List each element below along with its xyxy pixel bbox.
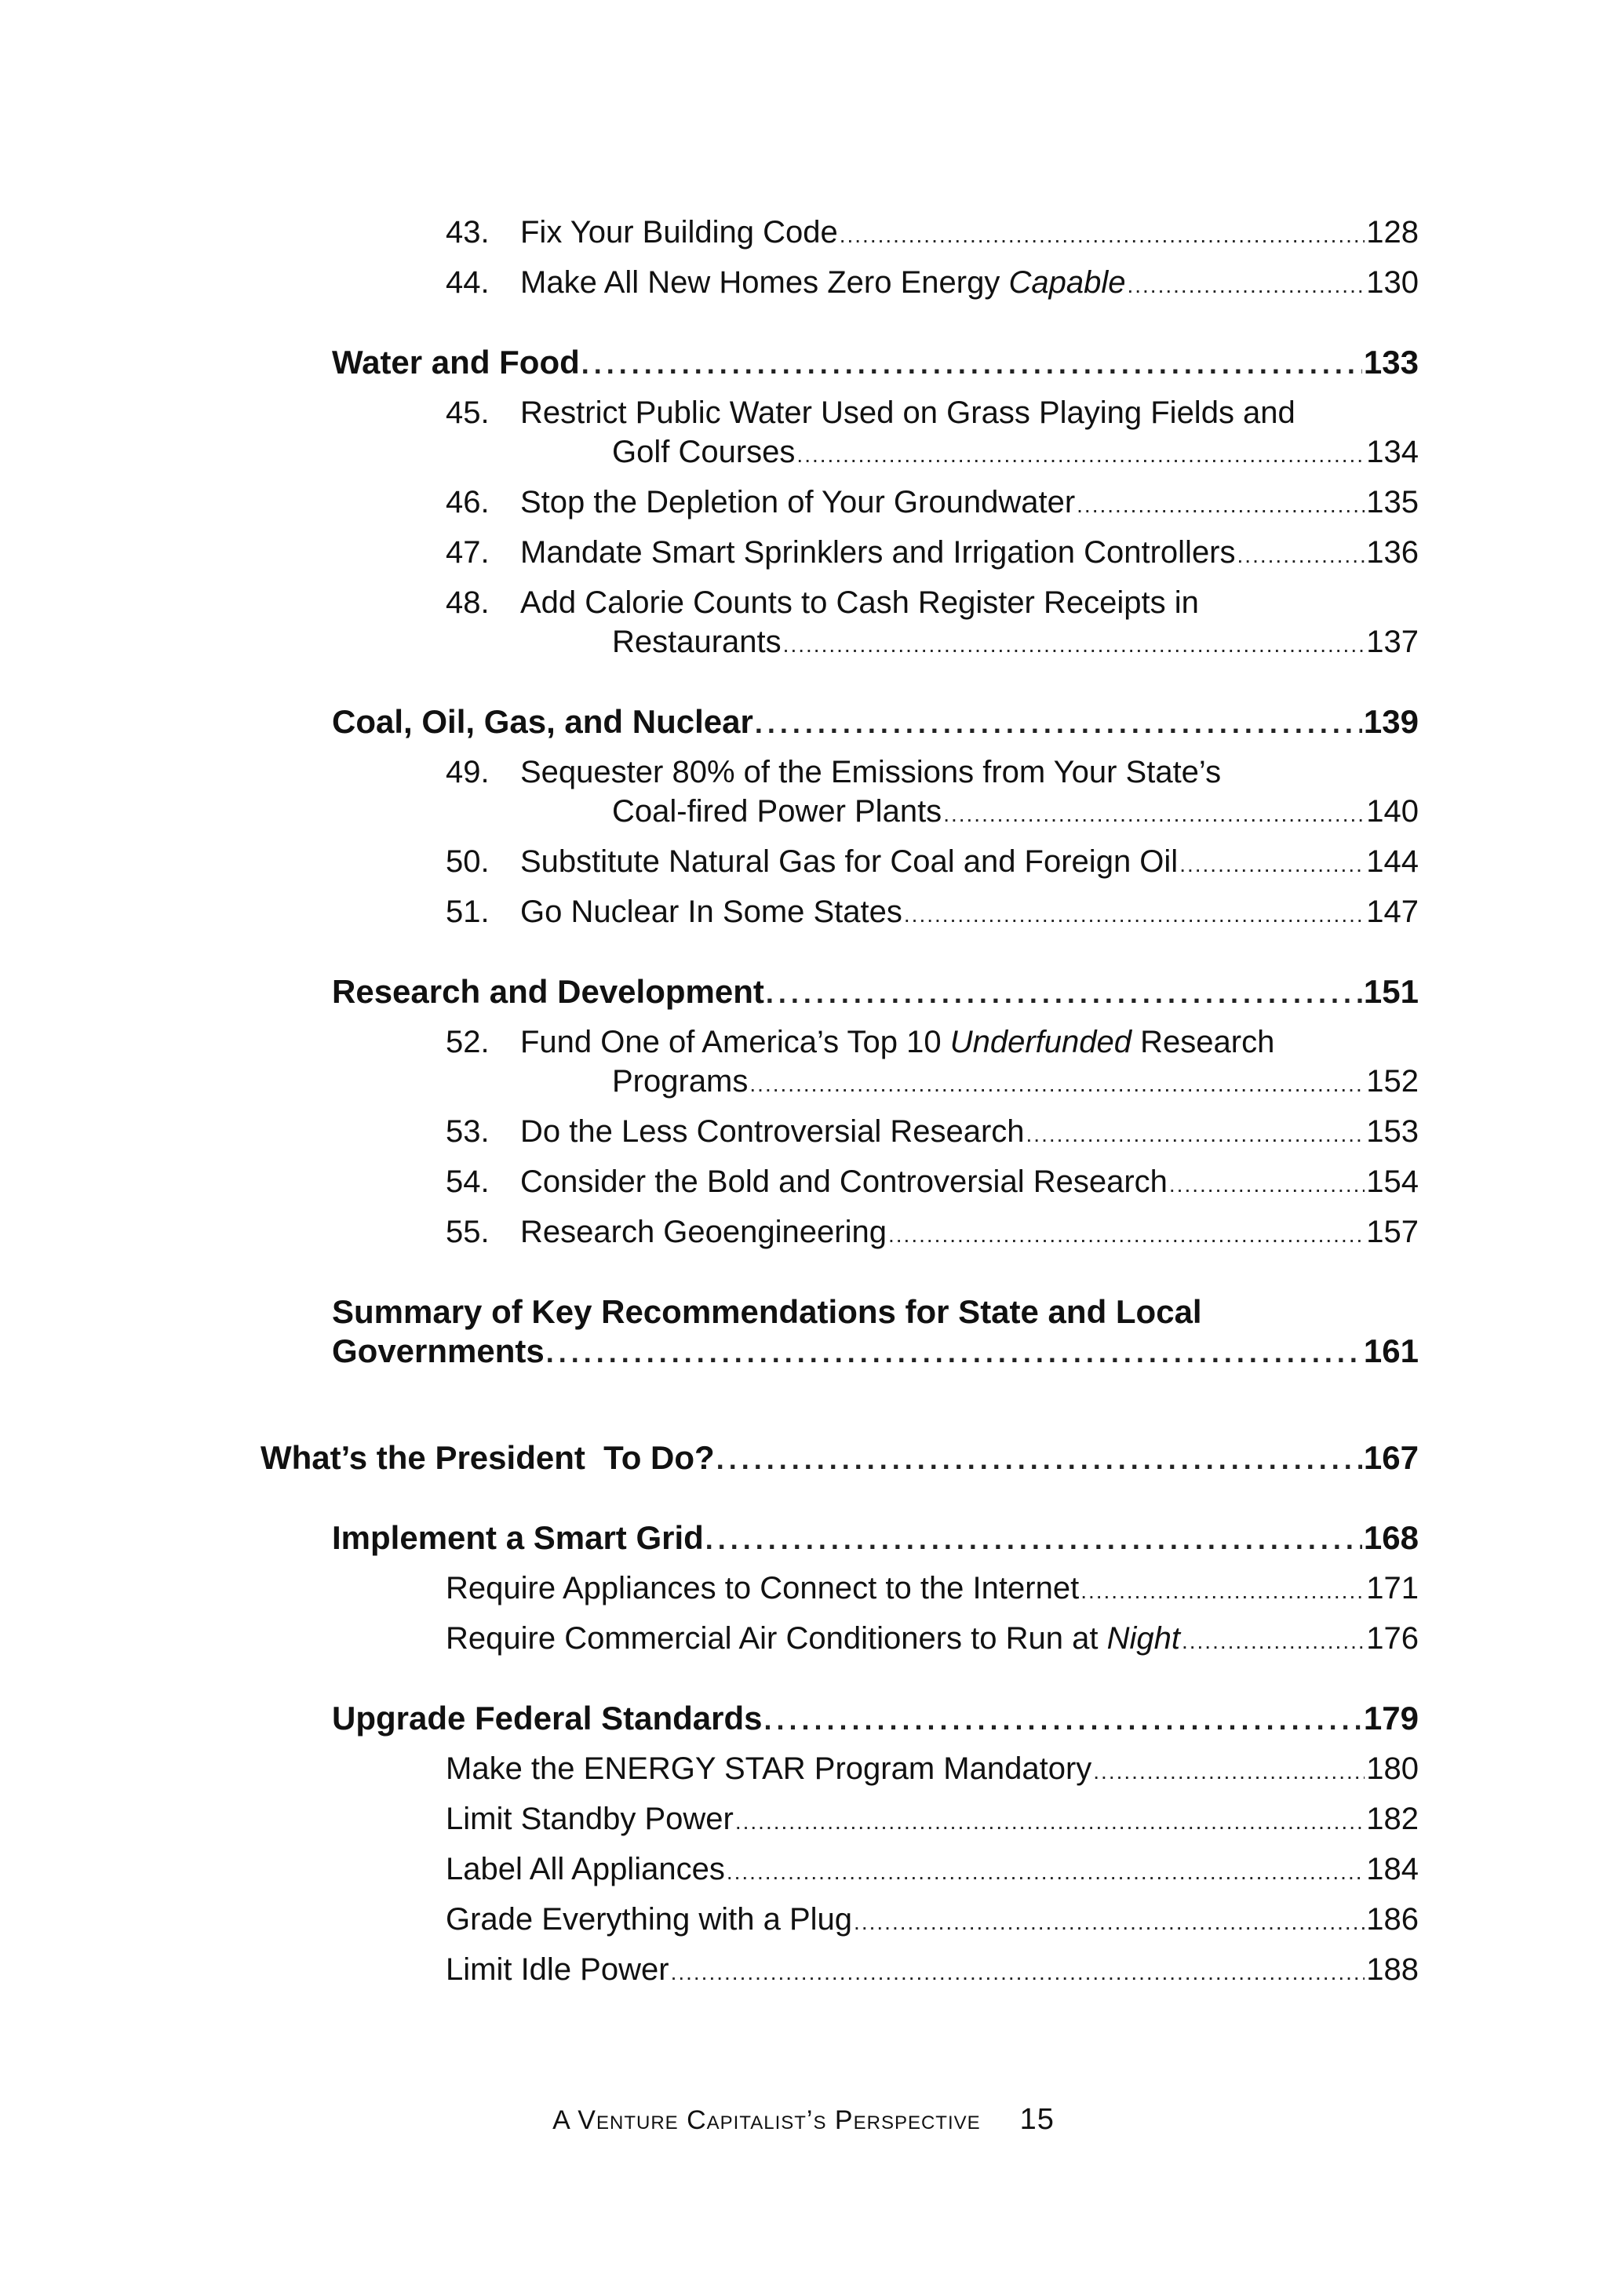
part-title: What’s the President To Do? (261, 1439, 715, 1476)
section-page: 168 (1363, 1519, 1419, 1556)
toc-entry-first-line[interactable] (446, 584, 1199, 621)
entry-page: 176 (1366, 1621, 1419, 1656)
entry-title: Limit Standby Power (446, 1802, 734, 1836)
entry-title: Mandate Smart Sprinklers and Irrigation Controllers (520, 535, 1236, 570)
toc-entry[interactable] (446, 1213, 1419, 1251)
entry-page: 128 (1366, 215, 1419, 250)
entry-title: Limit Idle Power (446, 1952, 669, 1987)
toc-entry[interactable] (446, 213, 1419, 251)
entry-number: 47. (446, 535, 490, 570)
entry-title: Research Geoengineering (520, 1215, 887, 1249)
toc-section[interactable] (332, 703, 1419, 741)
part-page: 167 (1363, 1439, 1419, 1476)
dot-leader (755, 705, 1362, 742)
entry-number: 51. (446, 895, 490, 929)
entry-number: 53. (446, 1114, 490, 1149)
entry-number: 54. (446, 1164, 490, 1199)
entry-number: 52. (446, 1025, 490, 1059)
page-footer (0, 2103, 1607, 2137)
entry-page: 140 (1366, 794, 1419, 829)
toc-entry[interactable] (446, 1901, 1419, 1938)
entry-page: 182 (1366, 1802, 1419, 1836)
toc-entry[interactable] (446, 264, 1419, 301)
section-page: 139 (1363, 703, 1419, 740)
dot-leader (1237, 537, 1365, 574)
entry-title-continued: Golf Courses (612, 435, 796, 469)
toc-entry-continuation[interactable] (612, 433, 1419, 471)
entry-title: Require Appliances to Connect to the Internet (446, 1571, 1080, 1605)
toc-entry-continuation[interactable] (612, 1062, 1419, 1100)
entry-page: 136 (1366, 535, 1419, 570)
dot-leader (749, 1066, 1365, 1103)
toc-section[interactable] (332, 973, 1419, 1011)
entry-page: 188 (1366, 1952, 1419, 1987)
entry-page: 147 (1366, 895, 1419, 929)
entry-title: Stop the Depletion of Your Groundwater (520, 485, 1076, 519)
page-number: 15 (1019, 2103, 1055, 2136)
entry-title: Grade Everything with a Plug (446, 1902, 853, 1937)
toc-entry[interactable] (446, 1800, 1419, 1838)
entry-title: Go Nuclear In Some States (520, 895, 902, 929)
toc-entry[interactable] (446, 1951, 1419, 1988)
toc-part[interactable] (261, 1439, 1419, 1477)
entry-title: Substitute Natural Gas for Coal and Foreign Oil (520, 844, 1179, 879)
entry-page: 157 (1366, 1215, 1419, 1249)
entry-title-continued: Programs (612, 1064, 749, 1099)
dot-leader (763, 1701, 1361, 1739)
toc-entry[interactable] (446, 534, 1419, 571)
entry-number: 50. (446, 844, 490, 879)
toc-section[interactable] (332, 1700, 1419, 1737)
entry-page: 186 (1366, 1902, 1419, 1937)
dot-leader (1077, 487, 1365, 524)
toc-entry[interactable] (446, 1850, 1419, 1888)
dot-leader (735, 1803, 1365, 1841)
entry-page: 154 (1366, 1164, 1419, 1199)
dot-leader (796, 436, 1365, 474)
entry-title: Sequester 80% of the Emissions from Your State’s (520, 755, 1222, 789)
toc-entry-continuation[interactable] (612, 793, 1419, 830)
toc-entry[interactable] (446, 1620, 1419, 1657)
dot-leader (1127, 267, 1365, 304)
entry-number: 43. (446, 215, 490, 250)
entry-page: 130 (1366, 265, 1419, 300)
entry-title-continued: Restaurants (612, 625, 782, 659)
entry-number: 46. (446, 485, 490, 519)
entry-title: Restrict Public Water Used on Grass Playing Fields and (520, 395, 1295, 430)
entry-page: 153 (1366, 1114, 1419, 1149)
dot-leader (727, 1853, 1365, 1891)
entry-title: Fund One of America’s Top 10 Underfunded Research (520, 1025, 1275, 1059)
dot-leader (716, 1441, 1362, 1478)
dot-leader (1182, 1623, 1365, 1660)
entry-page: 171 (1366, 1571, 1419, 1605)
dot-leader (1093, 1753, 1365, 1791)
entry-title: Fix Your Building Code (520, 215, 838, 250)
dot-leader (888, 1216, 1365, 1254)
section-title: Coal, Oil, Gas, and Nuclear (332, 703, 753, 740)
section-page: 161 (1363, 1332, 1419, 1369)
toc-entry[interactable] (446, 893, 1419, 931)
entry-number: 45. (446, 395, 490, 430)
dot-leader (904, 896, 1365, 934)
entry-page: 144 (1366, 844, 1419, 879)
section-title: Upgrade Federal Standards (332, 1700, 763, 1737)
toc-entry[interactable] (446, 1113, 1419, 1150)
toc-section[interactable] (332, 1332, 1419, 1370)
toc-entry-continuation[interactable] (612, 623, 1419, 661)
entry-number: 55. (446, 1215, 490, 1249)
toc-entry[interactable] (446, 1750, 1419, 1788)
dot-leader (671, 1954, 1365, 1992)
section-title: Summary of Key Recommendations for State and Local (332, 1293, 1202, 1330)
dot-leader (546, 1334, 1362, 1372)
toc-entry[interactable] (446, 843, 1419, 880)
entry-number: 48. (446, 585, 490, 620)
entry-title: Make All New Homes Zero Energy Capable (520, 265, 1126, 300)
dot-leader (854, 1904, 1365, 1941)
entry-title-continued: Coal-fired Power Plants (612, 794, 942, 829)
entry-number: 44. (446, 265, 490, 300)
entry-page: 152 (1366, 1064, 1419, 1099)
entry-title: Add Calorie Counts to Cash Register Receipts in (520, 585, 1199, 620)
toc-entry-first-line[interactable] (446, 753, 1221, 791)
dot-leader (1026, 1116, 1365, 1153)
entry-title: Do the Less Controversial Research (520, 1114, 1025, 1149)
section-title: Water and Food (332, 344, 580, 381)
toc-section[interactable] (332, 1519, 1419, 1557)
entry-page: 135 (1366, 485, 1419, 519)
toc-section[interactable] (332, 344, 1419, 381)
dot-leader (766, 975, 1362, 1012)
toc-entry[interactable] (446, 1163, 1419, 1201)
dot-leader (783, 626, 1365, 664)
dot-leader (1169, 1166, 1365, 1204)
entry-title: Consider the Bold and Controversial Research (520, 1164, 1168, 1199)
entry-title: Require Commercial Air Conditioners to Run at Night (446, 1621, 1180, 1656)
section-page: 179 (1363, 1700, 1419, 1737)
dot-leader (1080, 1573, 1365, 1610)
entry-number: 49. (446, 755, 490, 789)
dot-leader (705, 1521, 1362, 1558)
entry-page: 184 (1366, 1852, 1419, 1886)
dot-leader (1179, 846, 1365, 884)
section-title: Research and Development (332, 973, 764, 1010)
toc-entry[interactable] (446, 483, 1419, 521)
section-title-continued: Governments (332, 1332, 545, 1369)
entry-page: 137 (1366, 625, 1419, 659)
dot-leader (840, 217, 1365, 254)
dot-leader (943, 796, 1365, 833)
toc-entry[interactable] (446, 1569, 1419, 1607)
toc-section-first-line[interactable] (332, 1293, 1202, 1331)
section-page: 133 (1363, 344, 1419, 381)
dot-leader (581, 345, 1362, 383)
section-page: 151 (1363, 973, 1419, 1010)
toc-entry-first-line[interactable] (446, 394, 1295, 432)
section-title: Implement a Smart Grid (332, 1519, 704, 1556)
running-title: A Venture Capitalist’s Perspective (552, 2105, 981, 2135)
entry-title: Make the ENERGY STAR Program Mandatory (446, 1751, 1092, 1786)
entry-page: 180 (1366, 1751, 1419, 1786)
entry-page: 134 (1366, 435, 1419, 469)
entry-title: Label All Appliances (446, 1852, 725, 1886)
toc-entry-first-line[interactable] (446, 1023, 1274, 1061)
